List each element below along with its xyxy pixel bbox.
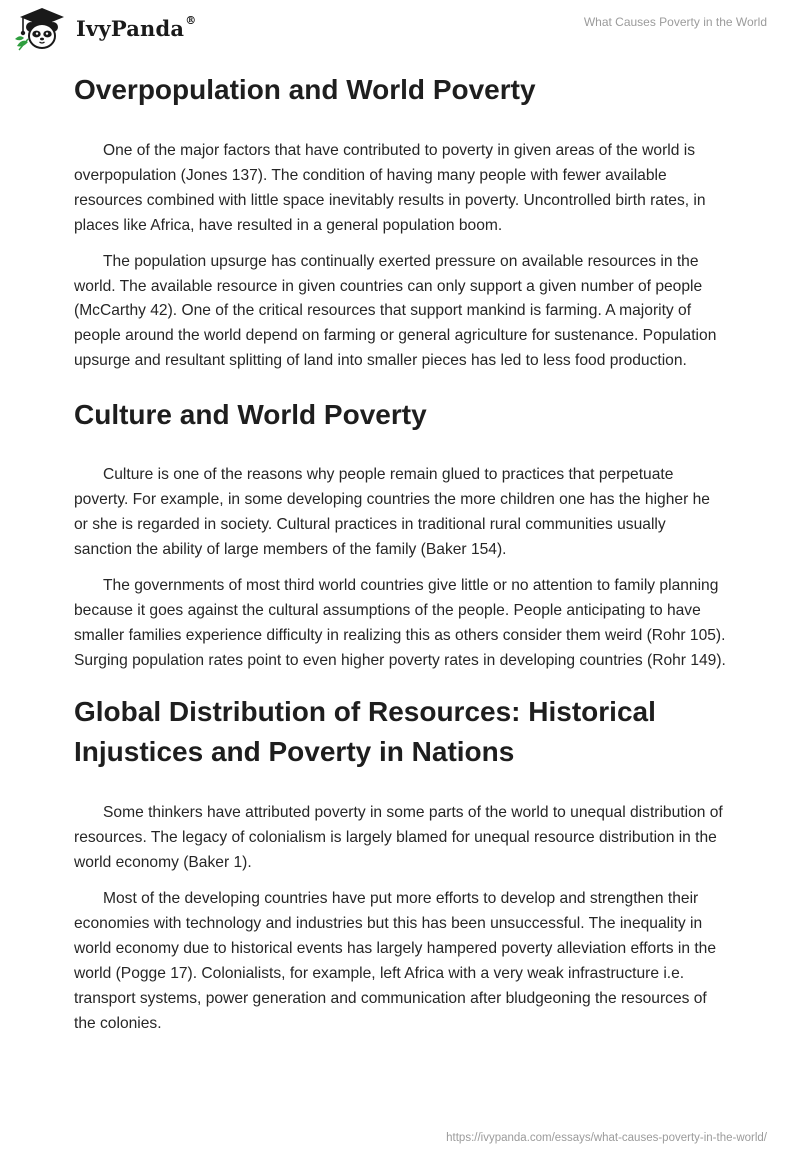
paragraph: One of the major factors that have contributed to poverty in given areas of the world is overpopulation (Jones 137). The condition of having many people with fewer available resources combined with little space inevitably results in poverty. Uncontrolled birth rates, in places like Africa, have resulted in a general population boom. — [74, 142, 706, 234]
ivypanda-logo[interactable] — [14, 6, 196, 52]
paragraph: Most of the developing countries have put more efforts to develop and strengthen their economies with technology and industries but this has been unsuccessful. The inequality in world economy due to historical events has largely hampered poverty alleviation efforts in the world (Pogge 17). Colonialists, for example, left Africa with a very weak infrastructure i.e. transport systems, power generation and communication after bludgeoning the resources of the colonies. — [74, 890, 717, 1032]
paragraph: Culture is one of the reasons why people remain glued to practices that perpetuate poverty. For example, in some developing countries the more children one has the higher he or she is regarded in society. Cultural practices in traditional rural communities usually sanction the ability of large members of the family (Baker 154). — [74, 466, 710, 558]
paragraph: The governments of most third world countries give little or no attention to family planning because it goes against the cultural assumptions of the people. People anticipating to have smaller families experience difficulty in realizing this as others consider them weird (Rohr 105). Surging population rates point to even higher poverty rates in developing countries (Rohr 149). — [74, 576, 726, 669]
essay-body — [74, 70, 726, 1037]
paragraph: The population upsurge has continually exerted pressure on available resources in the world. The available resource in given countries can only support a given number of people (McCarthy 42). One of the critical resources that support mankind is farming. A majority of people around the world depend on farming or general agriculture for sustenance. Population upsurge and resultant splitting of land into smaller pieces has led to less food production. — [74, 252, 717, 370]
page-header — [0, 0, 800, 60]
section-heading-culture: Culture and World Poverty — [74, 399, 427, 431]
section-heading-global-distribution: Global Distribution of Resources: Historical Injustices and Poverty in Nations — [74, 696, 656, 768]
source-url[interactable]: https://ivypanda.com/essays/what-causes-poverty-in-the-world/ — [446, 1132, 767, 1144]
paragraph: Some thinkers have attributed poverty in some parts of the world to unequal distribution of resources. The legacy of colonialism is largely blamed for unequal resource distribution in the world economy (Baker 1). — [74, 804, 723, 872]
panda-graduate-icon — [14, 6, 70, 52]
running-title: What Causes Poverty in the World — [583, 15, 767, 29]
brand-name: IvyPanda® — [76, 13, 197, 41]
section-heading-overpopulation: Overpopulation and World Poverty — [74, 74, 536, 105]
trademark-symbol: ® — [185, 13, 197, 27]
